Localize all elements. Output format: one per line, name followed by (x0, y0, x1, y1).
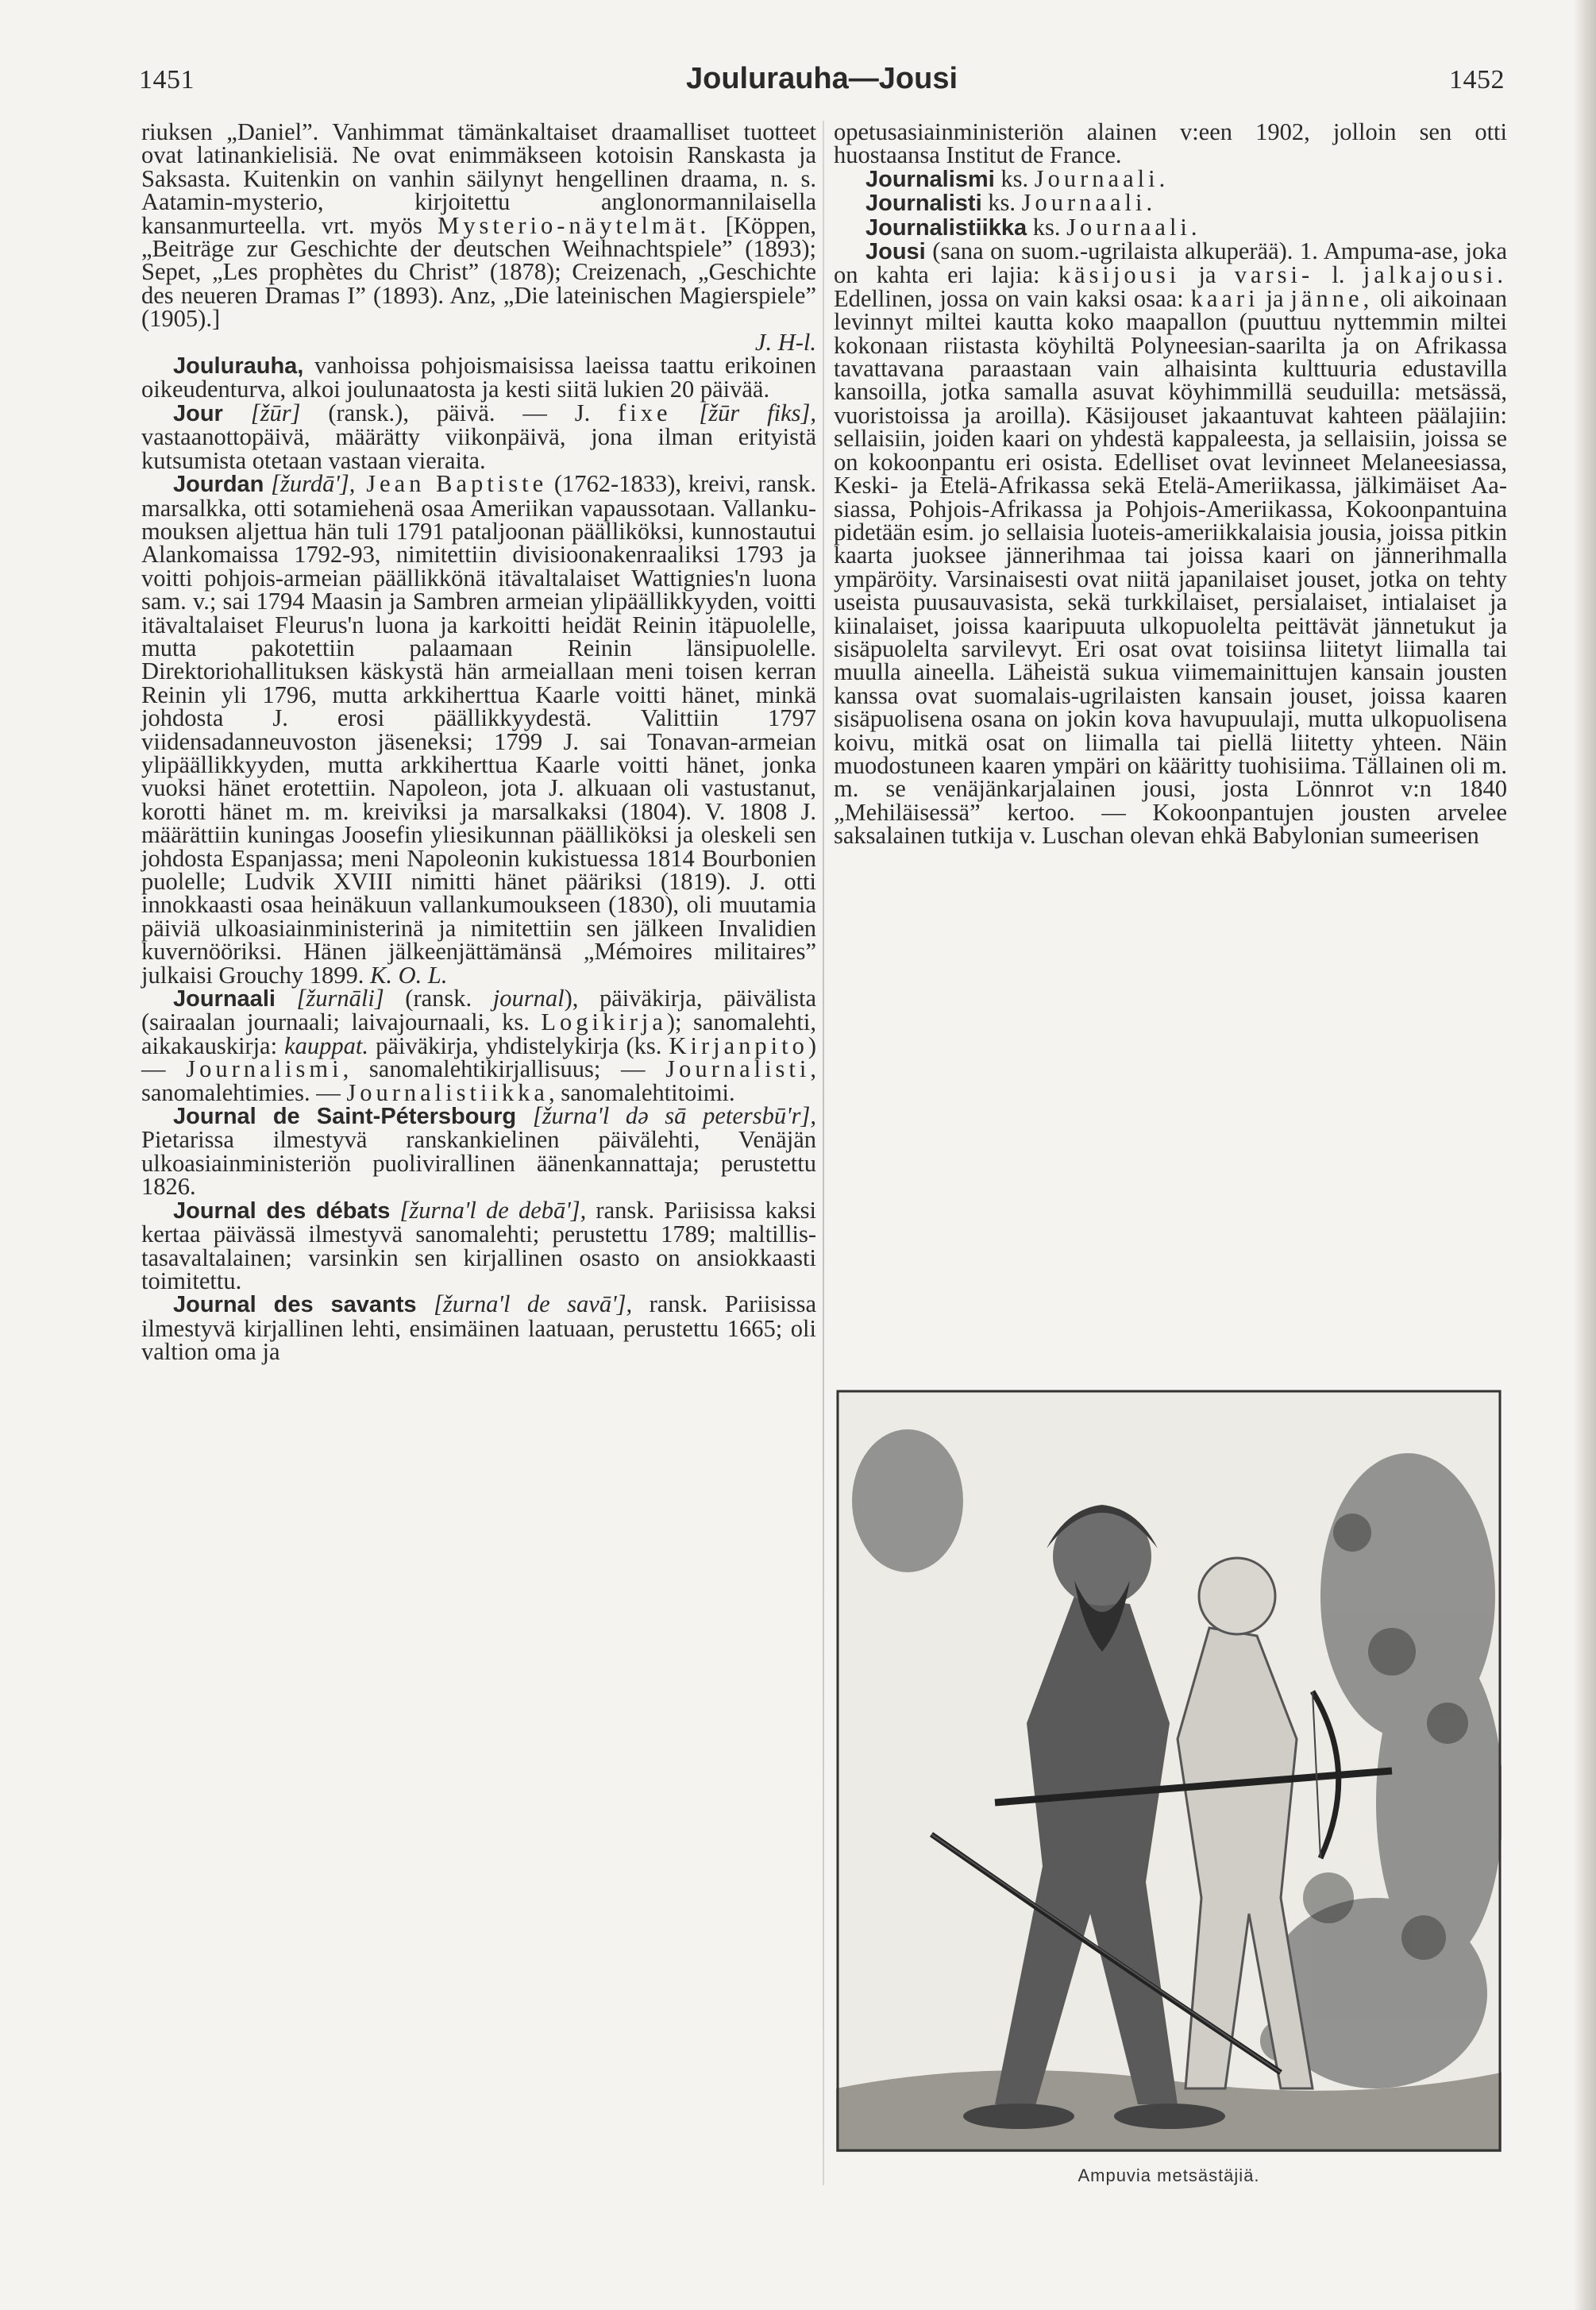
entry-journalismi: Journalismi ks. Journaali. (865, 164, 1170, 192)
headword: Journal de Saint-Pétersbourg (173, 1104, 517, 1130)
entry-journalisti: Journalisti ks. Journaali. (865, 189, 1157, 217)
running-header (139, 62, 1505, 113)
page-edge-shadow (1574, 0, 1596, 2310)
headword: Jour (173, 400, 223, 426)
hunters-illustration (836, 1390, 1502, 2152)
headword: Journal des savants (173, 1292, 417, 1318)
right-column (834, 118, 1507, 850)
entry-journal-de-saint-petersbourg: Journal de Saint-Pétersbourg [žurna'l də sā petersbū'r], Pietarissa ilmestyvä ranskankielinen päivälehti, Venäjän ulkoasiainministeriön puolivirallinen äänenkannattaja; perustettu 1826. (141, 1102, 816, 1201)
headword: Jousi (865, 239, 926, 265)
headword: Journalisti (865, 191, 982, 217)
entry-journalistiikka: Journalistiikka ks. Journaali. (865, 213, 1201, 241)
archers-drawing (836, 1390, 1502, 2152)
column-divider (823, 121, 824, 2185)
headword: Joulurauha, (173, 353, 304, 380)
headword: Journalistiikka (865, 214, 1027, 241)
headword: Journal des débats (173, 1197, 391, 1224)
running-title: Joulurauha—Jousi (685, 62, 958, 95)
entry-continuation: riuksen „Daniel”. Vanhimmat tämänkaltaiset draamalliset tuotteet ovat latinankielisiä. Ne ovat enimmäkseen kotoisin Ranskasta ja Saksasta. Kuitenkin on vanhin säilynyt hengellinen draama, n. s. Aatamin-mysterio, kirjoitettu anglonormannilaisella kansanmurteella. vrt. myös Mysterio-näytelmät. [Köppen, „Beiträge zur Geschichte der deutschen Weihnachtspiele” (1893); Sepet, „Les prophètes du Christ” (1878); Creizenach, „Geschichte des neueren Dramas I” (1893). Anz, „Die lateinischen Magierspiele” (1905).] (141, 118, 816, 333)
entry-joulurauha: Joulurauha, vanhoissa pohjoismaisissa laeissa taattu erikoinen oikeudenturva, alkoi joulunaatosta ja kesti siitä lukien 20 päivää. (141, 352, 816, 403)
entry-journal-des-debats: Journal des débats [žurna'l de debā'], ransk. Pariisissa kaksi kertaa päivässä ilmestyvä sanomalehti; perustettu 1789; maltillis-tasavaltalainen; varsinkin sen kirjallinen osasto on ansiokkaasti toimitettu. (141, 1196, 817, 1294)
page-number-right: 1452 (1449, 65, 1505, 94)
entry-journal-des-savants: Journal des savants [žurna'l de savā'], ransk. Pariisissa ilmestyvä kirjallinen lehti, ensimäinen laatuaan, perustettu 1665; oli valtion oma ja (141, 1290, 816, 1366)
entry-continuation: opetusasiainministeriön alainen v:een 1902, jolloin sen otti huostaansa Institut de France. (834, 118, 1507, 169)
author-signature: J. H-l. (754, 328, 816, 356)
headword: Journalismi (865, 166, 995, 192)
illustration-caption: Ampuvia metsästäjiä. (1077, 2165, 1260, 2185)
entry-jourdan: Jourdan [žurdā'], Jean Baptiste (1762-1833), kreivi, ransk. marsalkka, otti sotamiehenä osaa Ameriikan vapaussotaan. Vallankumouksen aljettua hän tuli 1791 pataljoonan päälliköksi, kunnostautui Alankomaissa 1792-93, nimitettiin divisioonakenraaliksi 1793 ja voitti pohjois-armeian päällikkönä itävaltalaiset Wattignies'n luona sam. v.; sai 1794 Maasin ja Sambren armeian ylipäällikkyyden, voitti itävaltalaiset Fleurus'n luona ja karkoitti heidät Reinin itäpuolelle, mutta pakotettiin palaamaan Reinin länsipuolelle. Direktoriohallituksen käskystä hän armeiallaan meni toisen kerran Reinin yli 1796, mutta arkkiherttua Kaarle voitti hänet, minkä johdosta J. erosi päällikkyydestä. Valittiin 1797 viidensadanneuvoston jäseneksi; 1799 J. sai Tonavan-armeian ylipäällikkyyden, mutta arkkiherttua Kaarle voitti hänet, jonka vuoksi hänet erotettiin. Napoleon, jota J. alkuaan oli vastustanut, korotti hänet m. m. kreiviksi ja marsalkaksi (1804). V. 1808 J. määrättiin kuningas Joosefin yliesikunnan päälliköksi ja oleskeli sen johdosta Espanjassa; meni Napoleonin kukistuessa 1814 Bourbonien puolelle; Ludvik XVIII nimitti hänet pääriksi (1819). J. otti innokkaasti osaa heinäkuun vallankumoukseen (1830), oli muutamia päiviä ulkoasiainministerinä ja nimitettiin sen jälkeen Invalidien kuvernööriksi. Hänen jälkeenjättämänsä „Mémoires militaires” julkaisi Grouchy 1899. K. O. L. (141, 470, 816, 989)
left-column (141, 118, 817, 1366)
entry-jousi: Jousi (sana on suom.-ugrilaista alkuperää). 1. Ampuma-ase, joka on kahta eri lajia: käsijousi ja varsi- l. jalkajousi. Edellinen, jossa on vain kaksi osaa: kaari ja jänne, oli aikoinaan levinnyt miltei kautta koko maapallon (puuttuu nyttemmin miltei kokonaan riistasta köyhiltä Polyneesian-saarilta ja on Afrikassa tavattavana paraastaan vain alhaisinta kulttuuria edustavilla kansoilla, jotka samalla asuvat köyhimmillä seuduilla: metsässä, vuoristoissa ja aroilla). Käsijouset jakaantuvat kahteen päälajiin: sellaisiin, joiden kaari on yhdestä kappaleesta, ja sellaisiin, joissa se on kokoonpantu eri osista. Edelliset ovat levinneet Melaneesiassa, Keski- ja Etelä-Afrikassa sekä Etelä-Ameriikassa, jälkimäiset Aasiassa, Pohjois-Afrikassa ja Pohjois-Ameriikassa, Kokoonpantuina pidetään esim. jo sellaisia luoteis-ameriikkalaisia jousia, joissa pitkin kaarta juoksee jännerihmaa tai joissa kaari on jännerihmalla ympäröity. Varsinaisesti ovat niitä japanilaiset jouset, jotka on tehty useista puusauvasista, sekä turkkilaiset, persialaiset, intialaiset ja kiinalaiset, joissa kaaripuuta ulkopuolelta peittävät jännetukut ja sisäpuolelta sarvilevyt. Eri osat ovat toisiinsa liitetyt liimalla tai muulla aineella. Läheistä sukua viimemainittujen kansain jousten kanssa ovat suomalais-ugrilaisten kansain jouset, joissa kaaren sisäpuolisena osana on jokin kova havupuulaji, mutta ulkopuolisena koivu, mitkä osat on liimalla tai piellä liitetty yhteen. Näin muodostuneen kaaren ympäri on kääritty tuohisiima. Tällainen oli m. m. se venäjänkarjalainen jousi, josta Lönnrot v:n 1840 „Mehiläisessä” kertoo. — Kokoonpantujen jousten arvelee saksalainen tutkija v. Luschan olevan ehkä Babylonian sumeerisen (834, 237, 1507, 850)
entry-journaali: Journaali [žurnāli] (ransk. journal), päiväkirja, päivälista (sairaalan journaali; laivajournaali, ks. Logikirja); sanomalehti, aikakauskirja: kauppat. päiväkirja, yhdistelykirja (ks. Kirjanpito) — Journalismi, sanomalehtikirjallisuus; — Journalisti, sanomalehtimies. — Journalistiikka, sanomalehtitoimi. (141, 985, 817, 1106)
page-number-left: 1451 (139, 65, 195, 94)
entry-jour: Jour [žūr] (ransk.), päivä. — J. fixe [žūr fiks], vastaanottopäivä, määrätty viikonpäivä, jona ilman erityistä kutsumista otetaan vastaan vieraita. (141, 399, 816, 474)
headword: Journaali (173, 986, 276, 1012)
headword: Jourdan (173, 472, 264, 498)
